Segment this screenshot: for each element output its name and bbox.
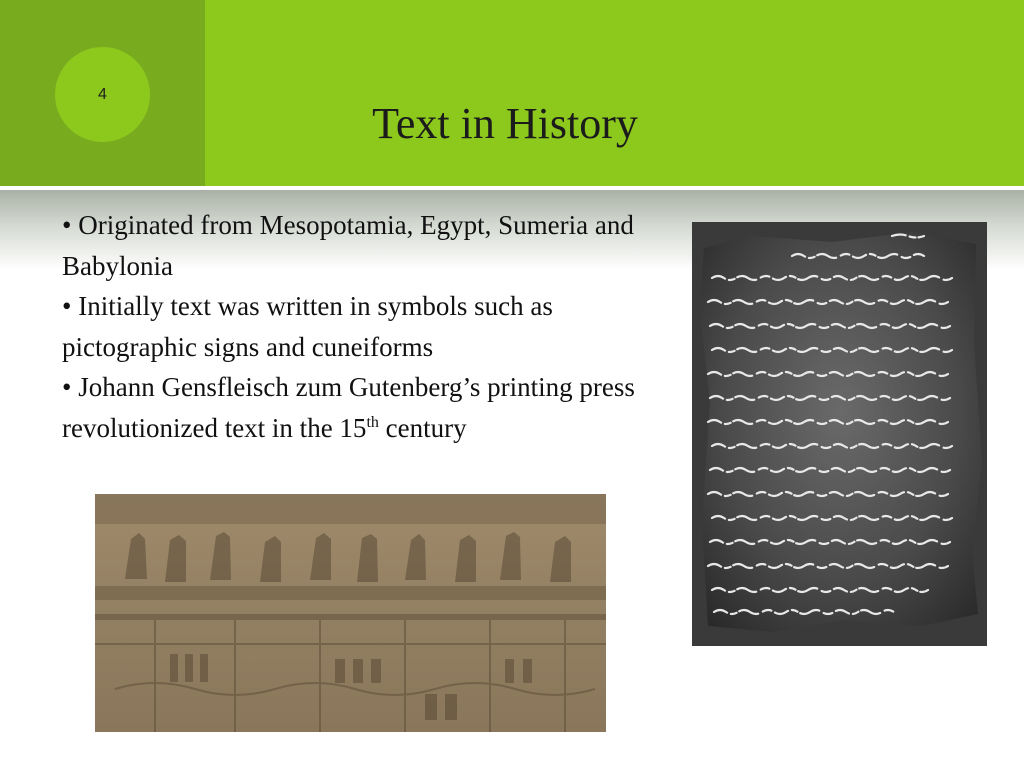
bullet-text-end: century bbox=[378, 412, 467, 443]
slide-number-badge bbox=[55, 47, 150, 142]
bullet-list bbox=[62, 205, 667, 448]
header-right-panel bbox=[205, 0, 1024, 186]
egyptian-relief-photo-icon bbox=[95, 494, 606, 732]
ordinal-superscript: th bbox=[366, 413, 379, 431]
manuscript-image bbox=[692, 222, 987, 646]
bullet-item: • Originated from Mesopotamia, Egypt, Sumeria and Babylonia bbox=[62, 210, 634, 281]
egyptian-relief-image bbox=[95, 494, 606, 732]
bullet-item: • Initially text was written in symbols such as pictographic signs and cuneiforms bbox=[62, 291, 553, 362]
slide-number: 4 bbox=[98, 85, 107, 103]
bullet-item bbox=[62, 367, 667, 448]
manuscript-photo-icon bbox=[692, 222, 987, 646]
bullet-text: • Johann Gensfleisch zum Gutenberg’s printing press revolutionized text in the 15 bbox=[62, 372, 635, 443]
slide-title: Text in History bbox=[372, 99, 638, 148]
